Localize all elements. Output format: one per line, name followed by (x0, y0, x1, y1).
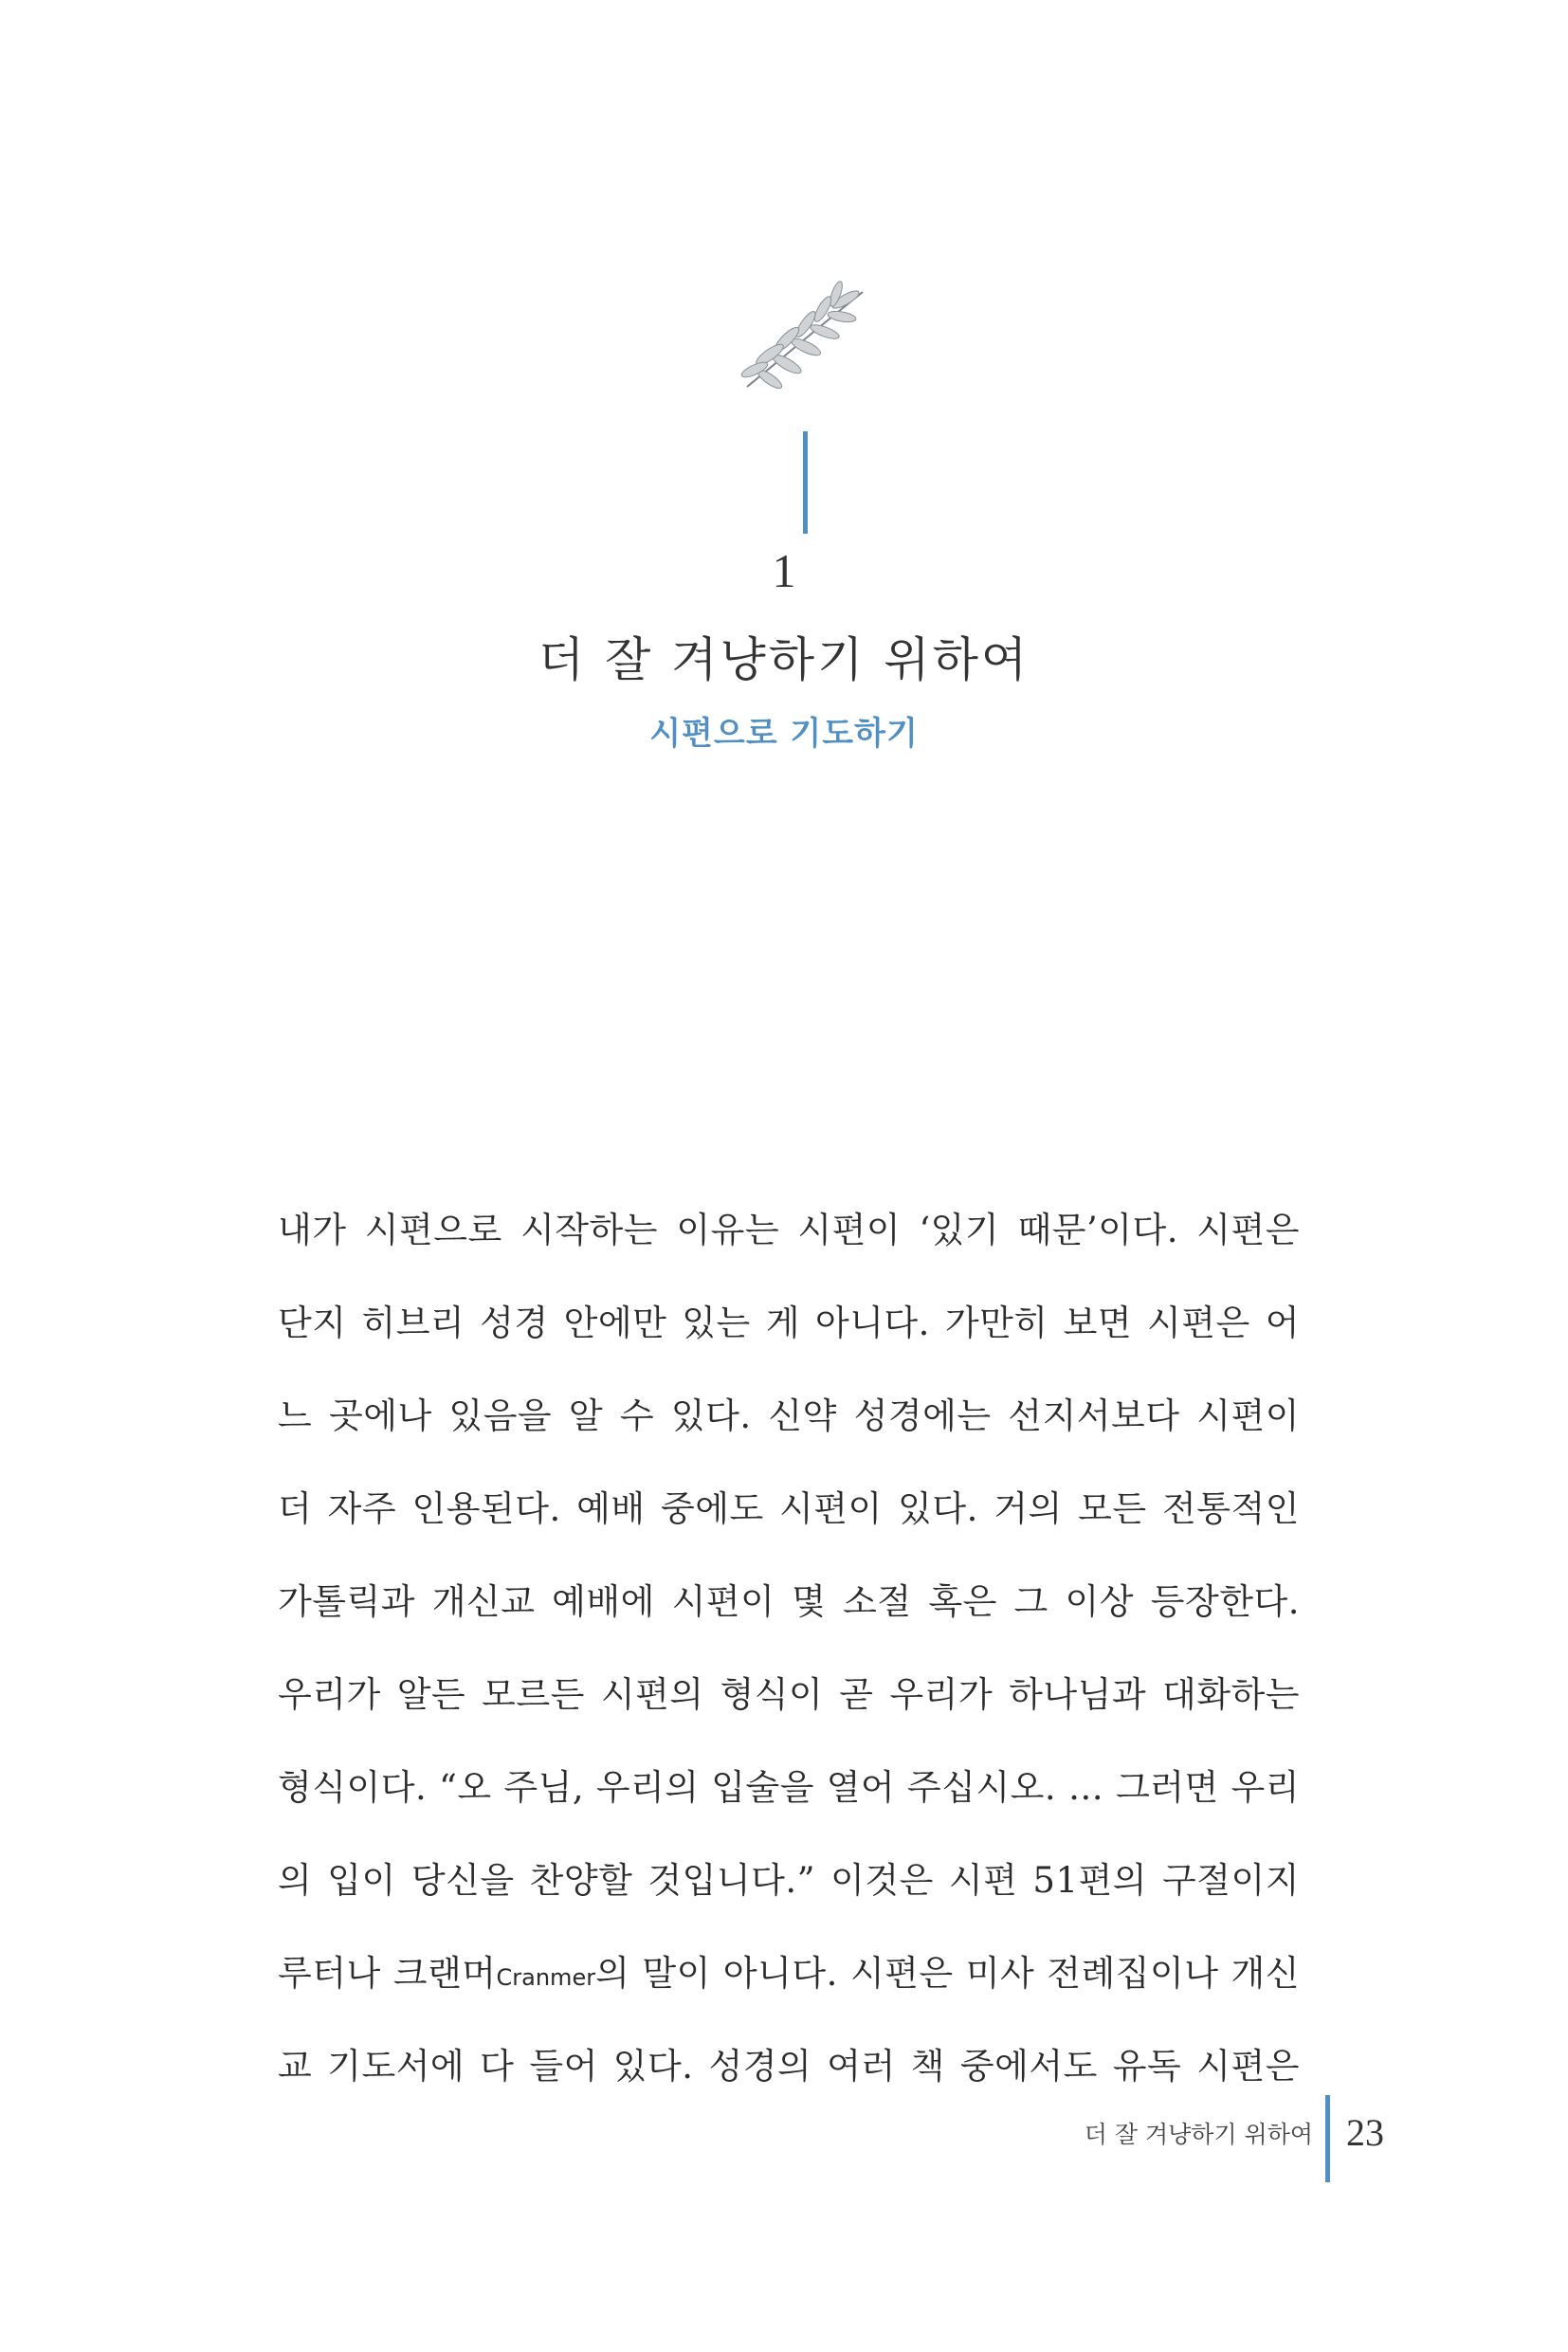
body-line-segment: 루터나 크랜머 (278, 1953, 497, 1994)
chapter-title: 더 잘 겨냥하기 위하여 (538, 632, 1030, 687)
body-line: 내가 시편으로 시작하는 이유는 시편이 ‘있기 때문’이다. 시편은 (278, 1210, 1300, 1250)
body-line: 더 자주 인용된다. 예배 중에도 시편이 있다. 거의 모든 전통적인 (278, 1488, 1300, 1529)
page-number: 23 (1346, 2111, 1384, 2154)
body-line: 형식이다. “오 주님, 우리의 입술을 열어 주십시오. … 그러면 우리 (278, 1767, 1300, 1808)
body-line (278, 1942, 1300, 2035)
footer-divider-rule (1325, 2095, 1330, 2182)
body-line-segment: 의 말이 아니다. 시편은 미사 전례집이나 개신 (595, 1953, 1301, 1994)
body-line: 의 입이 당신을 찬양할 것입니다.” 이것은 시편 51편의 구절이지 (278, 1860, 1300, 1901)
leaf-sprig-icon (730, 275, 872, 408)
body-line: 단지 히브리 성경 안에만 있는 게 아니다. 가만히 보면 시편은 어 (278, 1303, 1300, 1343)
running-footer-title: 더 잘 겨냥하기 위하여 (1084, 2121, 1313, 2148)
chapter-subtitle: 시편으로 기도하기 (649, 715, 919, 753)
latin-gloss: Cranmer (496, 1964, 596, 1991)
chapter-divider-rule (803, 431, 808, 534)
body-line: 가톨릭과 개신교 예배에 시편이 몇 소절 혹은 그 이상 등장한다. (278, 1581, 1300, 1622)
body-line: 느 곳에나 있음을 알 수 있다. 신약 성경에는 선지서보다 시편이 (278, 1395, 1300, 1436)
body-line: 교 기도서에 다 들어 있다. 성경의 여러 책 중에서도 유독 시편은 (278, 2046, 1300, 2087)
body-line: 우리가 알든 모르든 시편의 형식이 곧 우리가 하나님과 대화하는 (278, 1674, 1300, 1715)
body-paragraph (278, 1199, 1300, 2128)
chapter-number: 1 (772, 544, 796, 597)
